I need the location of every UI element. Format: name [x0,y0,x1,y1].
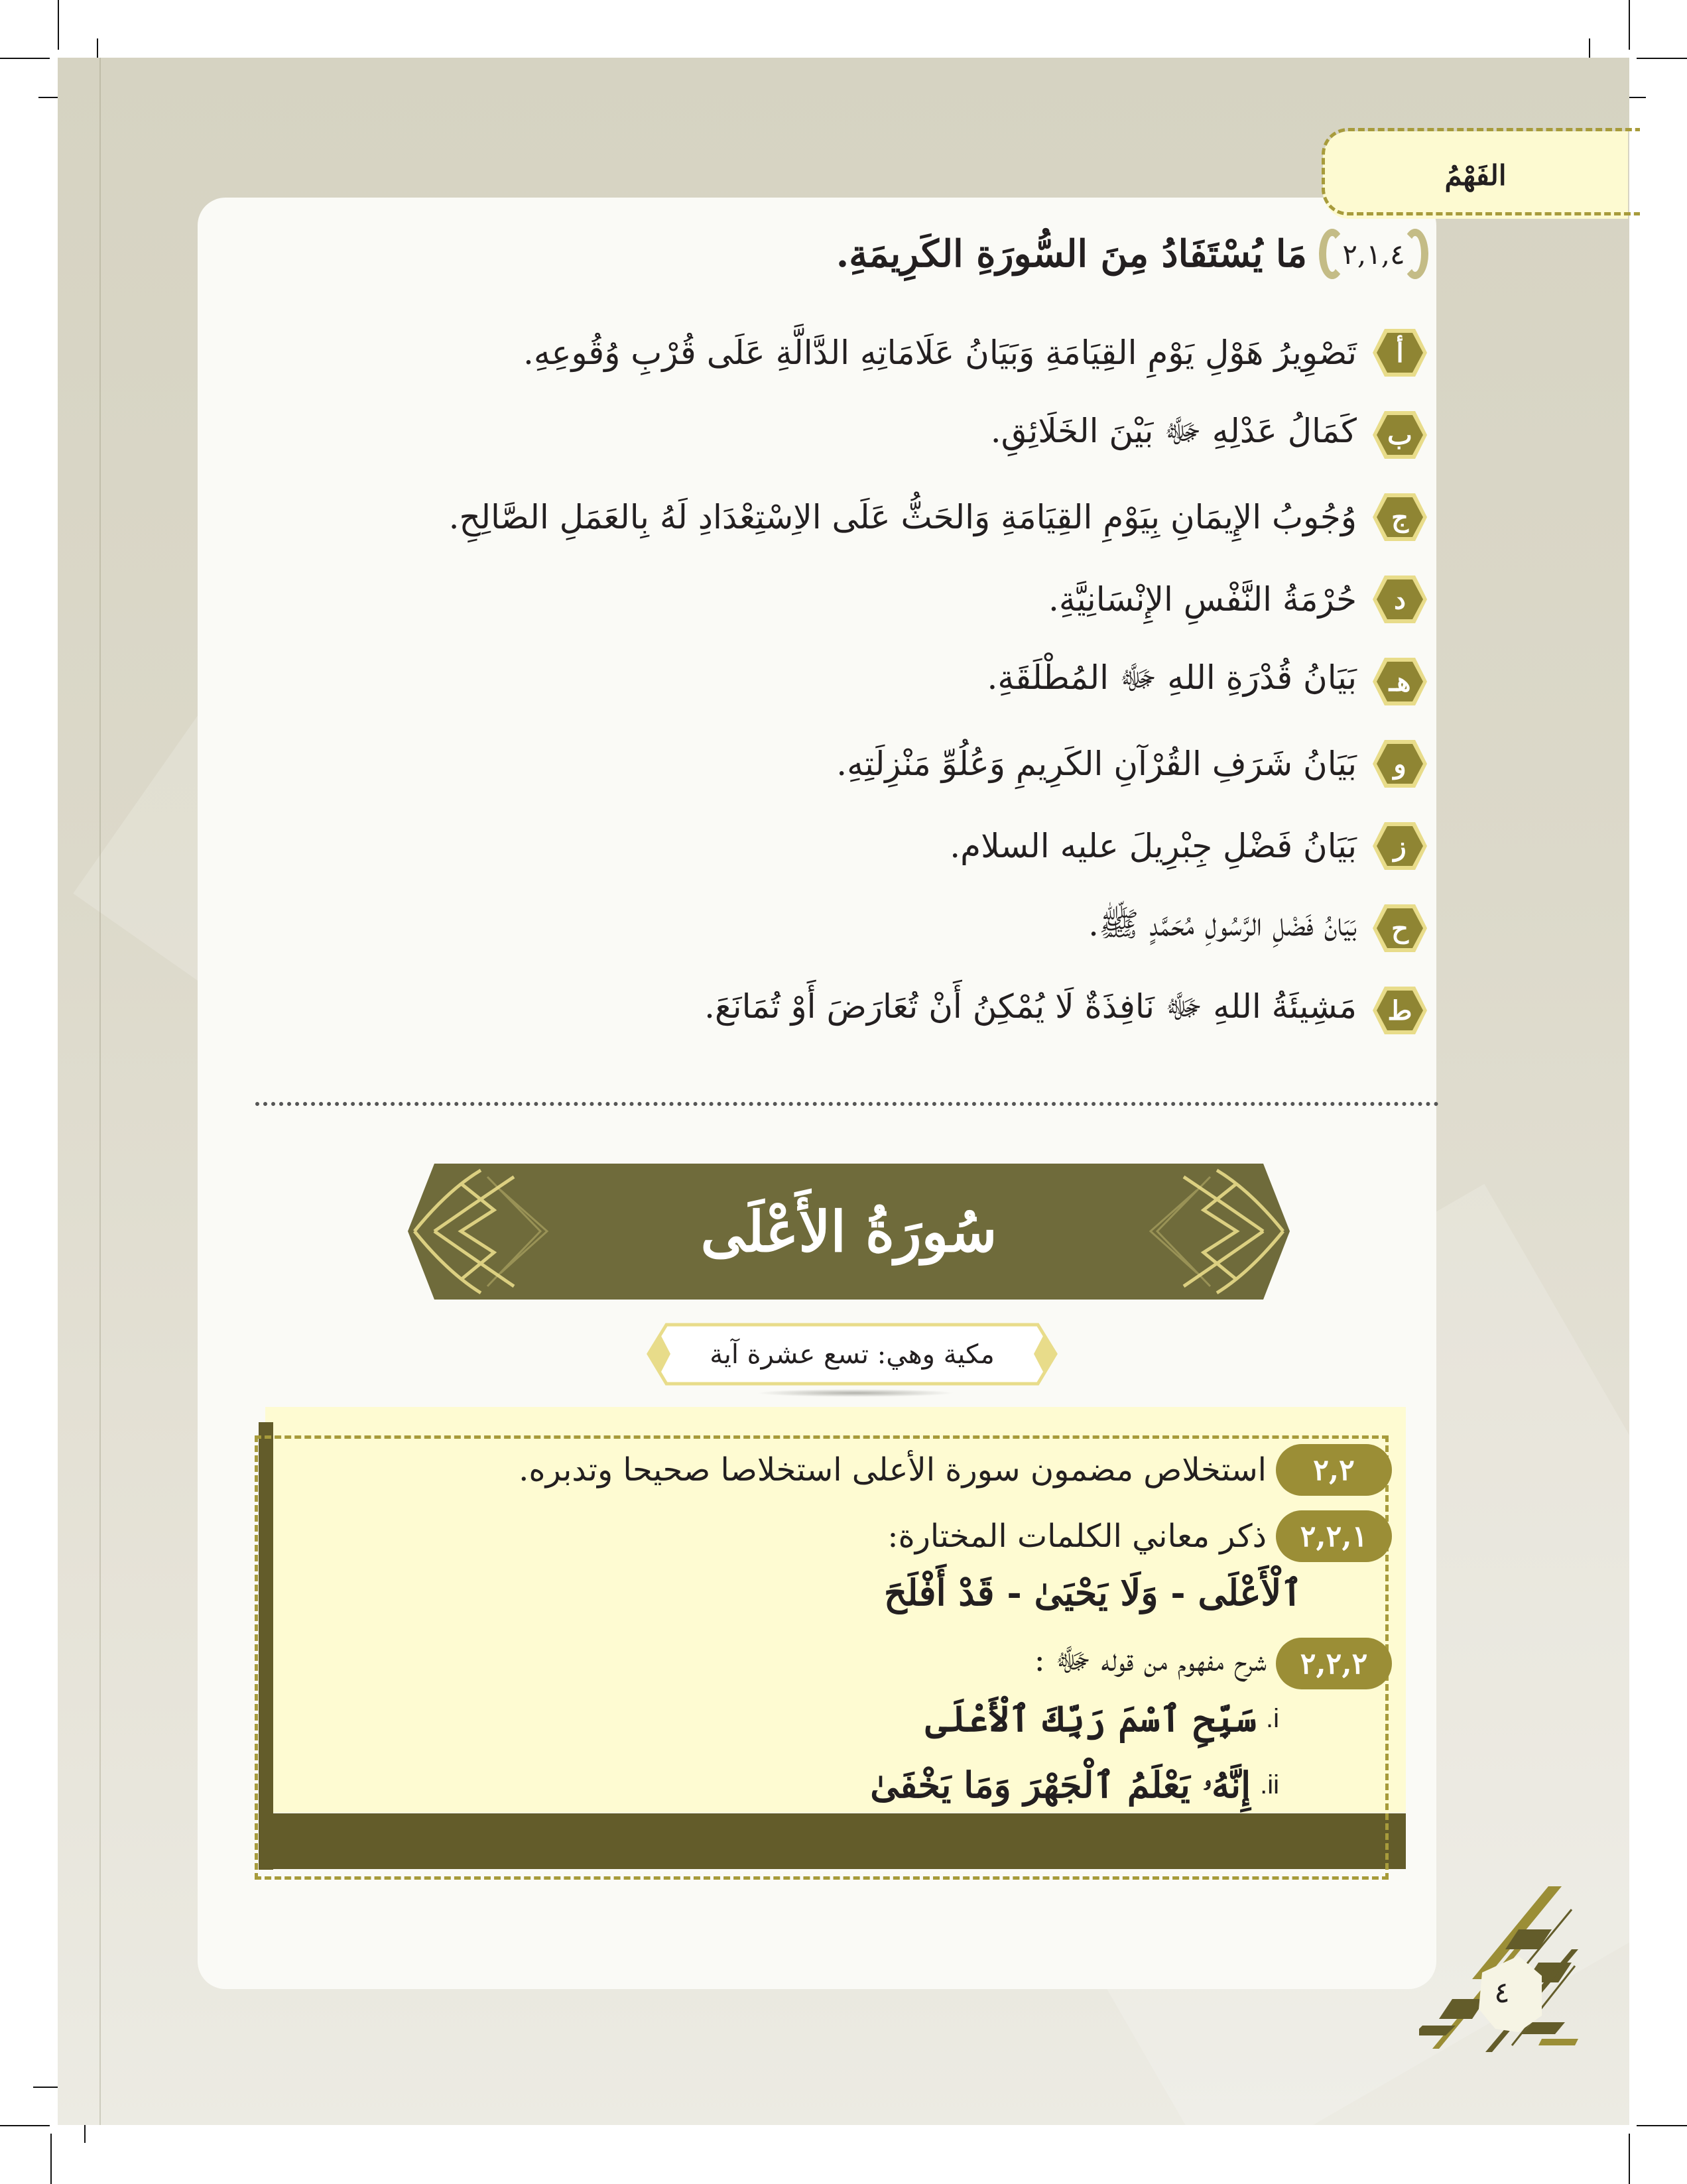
item-text: حُرْمَةُ النَّفْسِ الإِنْسَانِيَّةِ. [1048,580,1357,619]
hex-badge-icon [1371,328,1428,378]
item-text: بَيَانُ شَرَفِ القُرْآنِ الكَرِيمِ وَعُلُوِّ مَنْزِلَتِهِ. [836,745,1357,783]
selected-words [884,1571,1302,1614]
item-letter: ح [1391,912,1408,944]
objective-text: استخلاص مضمون سورة الأعلى استخلاصا صحيحا وتدبره. [519,1451,1267,1488]
list-item [301,969,1428,1052]
page-number-ornament-icon [1419,1883,1585,2055]
objective-number-badge: ٢,٢,١ [1276,1510,1392,1562]
item-text: تَصْوِيرُ هَوْلِ يَوْمِ القِيَامَةِ وَبَيَانُ عَلَامَاتِهِ الدَّالَّةِ عَلَى قُرْبِ وُقُوعِهِ. [523,334,1357,372]
hex-badge-icon [1371,574,1428,625]
list-item [301,805,1428,887]
hex-badge-icon [1371,821,1428,871]
crop-mark [0,58,50,59]
item-letter: و [1393,748,1406,780]
crop-mark [58,0,59,50]
page-number: ٤ [1494,1975,1510,2010]
crop-mark [1629,0,1630,50]
verse-text: إِنَّهُۥ يَعْلَمُ ٱلْجَهْرَ وَمَا يَخْفَىٰ [870,1764,1251,1806]
objective-number-badge: ٢,٢ [1276,1444,1392,1496]
item-text: بَيَانُ فَضْلِ جِبْرِيلَ عليه السلام. [950,827,1357,865]
item-text: بَيَانُ فَضْلِ الرَّسُولِ مُحَمَّدٍ ﷺ. [1088,905,1357,943]
objective-text: ذكر معاني الكلمات المختارة: [887,1518,1267,1555]
surah-title: سُورَةُ الأَعْلَى [700,1199,997,1264]
benefits-list [301,312,1428,1052]
list-item [301,394,1428,476]
crop-mark [1637,2125,1687,2126]
hex-badge-icon [1371,903,1428,953]
crop-mark [1637,58,1687,59]
verse-row [870,1764,1279,1807]
heading-text: مَا يُسْتَفَادُ مِنَ السُّورَةِ الكَرِيمَةِ. [836,232,1307,276]
list-item [301,887,1428,969]
verse-marker: ii. [1260,1770,1279,1799]
heading-number: ٢,١,٤ [1319,229,1428,279]
verse-row [926,1697,1279,1740]
objective-number-badge: ٢,٢,٢ [1276,1638,1392,1689]
item-letter: هـ [1389,666,1411,698]
verse-marker: i. [1265,1703,1279,1733]
item-letter: ز [1393,830,1406,862]
item-letter: أ [1396,337,1404,369]
hex-badge-icon [1371,410,1428,460]
item-letter: ط [1387,995,1412,1026]
guide-line [99,58,101,2125]
hex-badge-icon [1371,739,1428,789]
item-text: بَيَانُ قُدْرَةِ اللهِ ﷻ المُطْلَقَةِ. [987,658,1357,697]
item-text: كَمَالُ عَدْلِهِ ﷻ بَيْنَ الخَلَائِقِ. [990,412,1357,450]
item-letter: د [1394,583,1406,615]
section-heading [836,229,1428,279]
objective-row [887,1510,1392,1562]
objective-text: شرح مفهوم من قوله ﷻ : [1034,1641,1267,1679]
item-text: مَشِيئَةُ اللهِ ﷻ نَافِذَةٌ لَا يُمْكِنُ أَنْ تُعَارَضَ أَوْ تُمَانَعَ. [704,987,1357,1026]
crop-mark [1629,2134,1630,2184]
item-text: وُجُوبُ الإِيمَانِ بِيَوْمِ القِيَامَةِ وَالحَثُّ عَلَى الاِسْتِعْدَادِ لَهُ بِالعَمَلِ الصَّالِحِ. [448,498,1357,536]
crop-mark [50,2134,52,2184]
surah-info-text: مكية وهي: تسع عشرة آية [710,1339,995,1370]
hex-badge-icon [1371,492,1428,542]
list-item [301,312,1428,394]
crop-mark [0,2125,50,2126]
selected-words-text: ٱلْأَعْلَى - وَلَا يَحْيَىٰ - قَدْ أَفْلَحَ [884,1571,1302,1614]
hex-badge-icon [1371,656,1428,707]
pill-shadow [756,1389,955,1397]
verse-text: سَبِّحِ ٱسْمَ رَبِّكَ ٱلْأَعْلَى [925,1697,1257,1740]
section-tab-label: الفَهْمُ [1444,158,1507,192]
item-letter: ب [1387,419,1412,451]
list-item [301,723,1428,805]
list-item [301,476,1428,558]
objective-row [519,1444,1392,1496]
hex-badge-icon [1371,985,1428,1036]
item-letter: ج [1391,501,1408,533]
list-item [301,558,1428,640]
list-item [301,640,1428,723]
dotted-separator [255,1102,1439,1106]
objective-row [1034,1638,1392,1689]
